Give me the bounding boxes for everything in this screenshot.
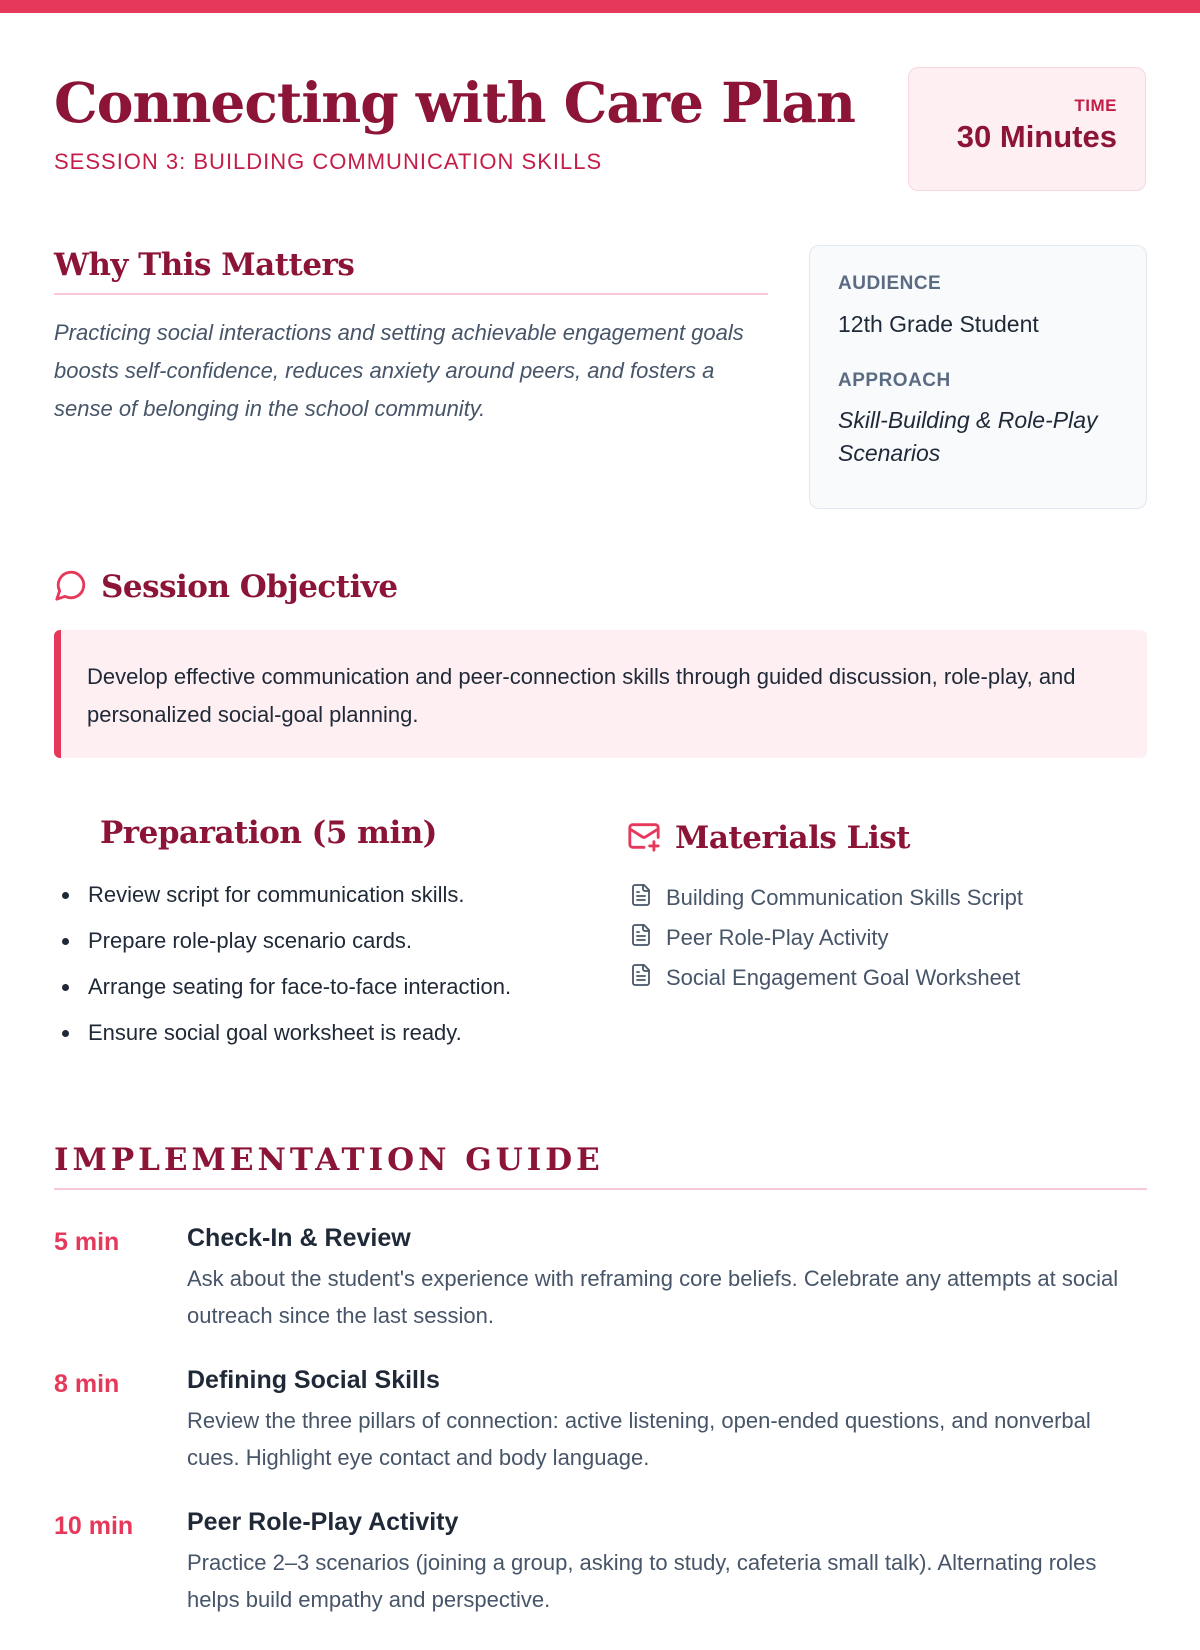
step-time: 10 min — [54, 1512, 134, 1540]
approach-value: Skill-Building & Role-Play Scenarios — [838, 407, 1098, 466]
audience-value: 12th Grade Student — [838, 311, 1039, 337]
step-title: Check-In & Review — [187, 1224, 411, 1252]
list-item — [54, 1016, 574, 1049]
top-accent-bar — [0, 0, 1200, 13]
implementation-step — [54, 1224, 1147, 1366]
file-text-icon — [627, 963, 666, 993]
list-item — [54, 970, 574, 1003]
bullet-icon — [62, 1030, 69, 1037]
implementation-guide-heading: IMPLEMENTATION GUIDE — [54, 1142, 1147, 1190]
audience-approach-card — [809, 245, 1147, 509]
preparation-item-text: Review script for communication skills. — [88, 882, 465, 907]
bullet-icon — [62, 938, 69, 945]
step-description: Practice 2–3 scenarios (joining a group, asking to study, cafeteria small talk). Alternating roles helps build empathy and perspective. — [187, 1550, 1097, 1612]
file-text-icon — [627, 923, 666, 953]
session-subtitle: SESSION 3: BUILDING COMMUNICATION SKILLS — [54, 149, 603, 174]
step-description: Ask about the student's experience with reframing core beliefs. Celebrate any attempts at social outreach since the last session. — [187, 1266, 1119, 1328]
time-label: TIME — [1074, 96, 1117, 115]
preparation-heading: Preparation (5 min) — [100, 815, 437, 851]
step-time: 5 min — [54, 1228, 120, 1256]
materials-list — [627, 878, 1023, 998]
approach-label: APPROACH — [838, 370, 951, 391]
time-card — [908, 67, 1146, 191]
materials-header — [627, 818, 910, 858]
preparation-item-text: Arrange seating for face-to-face interaction. — [88, 974, 512, 999]
page-title: Connecting with Care Plan — [54, 70, 855, 135]
bullet-icon — [62, 984, 69, 991]
list-item — [54, 924, 574, 957]
session-objective-text: Develop effective communication and peer-connection skills through guided discussion, role-play, and personalized social-goal planning. — [87, 664, 1076, 727]
list-item — [627, 918, 1023, 958]
why-this-matters-text: Practicing social interactions and setting achievable engagement goals boosts self-confidence, reduces anxiety around peers, and fosters a sense of belonging in the school community. — [54, 320, 744, 421]
message-circle-icon — [54, 568, 88, 607]
material-item-text: Building Communication Skills Script — [666, 885, 1024, 910]
audience-label: AUDIENCE — [838, 273, 942, 294]
list-item — [627, 958, 1023, 998]
session-objective-heading: Session Objective — [101, 569, 398, 605]
preparation-item-text: Ensure social goal worksheet is ready. — [88, 1020, 462, 1045]
list-item — [627, 878, 1023, 918]
material-item-text: Peer Role-Play Activity — [666, 925, 889, 950]
step-time: 8 min — [54, 1370, 120, 1398]
step-title: Defining Social Skills — [187, 1366, 440, 1394]
preparation-item-text: Prepare role-play scenario cards. — [88, 928, 413, 953]
why-this-matters-heading: Why This Matters — [54, 247, 768, 295]
file-text-icon — [627, 883, 666, 913]
mail-plus-icon — [627, 819, 661, 858]
bullet-icon — [62, 892, 69, 899]
implementation-steps — [54, 1224, 1147, 1650]
session-objective-header — [54, 567, 398, 607]
time-value: 30 Minutes — [956, 119, 1117, 154]
list-item — [54, 878, 574, 911]
implementation-step — [54, 1508, 1147, 1650]
materials-heading: Materials List — [675, 820, 911, 856]
material-item-text: Social Engagement Goal Worksheet — [666, 965, 1021, 990]
session-objective-box — [54, 630, 1147, 758]
step-title: Peer Role-Play Activity — [187, 1508, 459, 1536]
step-description: Review the three pillars of connection: active listening, open-ended questions, and nonverbal cues. Highlight eye contact and body language. — [187, 1408, 1091, 1470]
preparation-list — [54, 878, 574, 1062]
implementation-step — [54, 1366, 1147, 1508]
